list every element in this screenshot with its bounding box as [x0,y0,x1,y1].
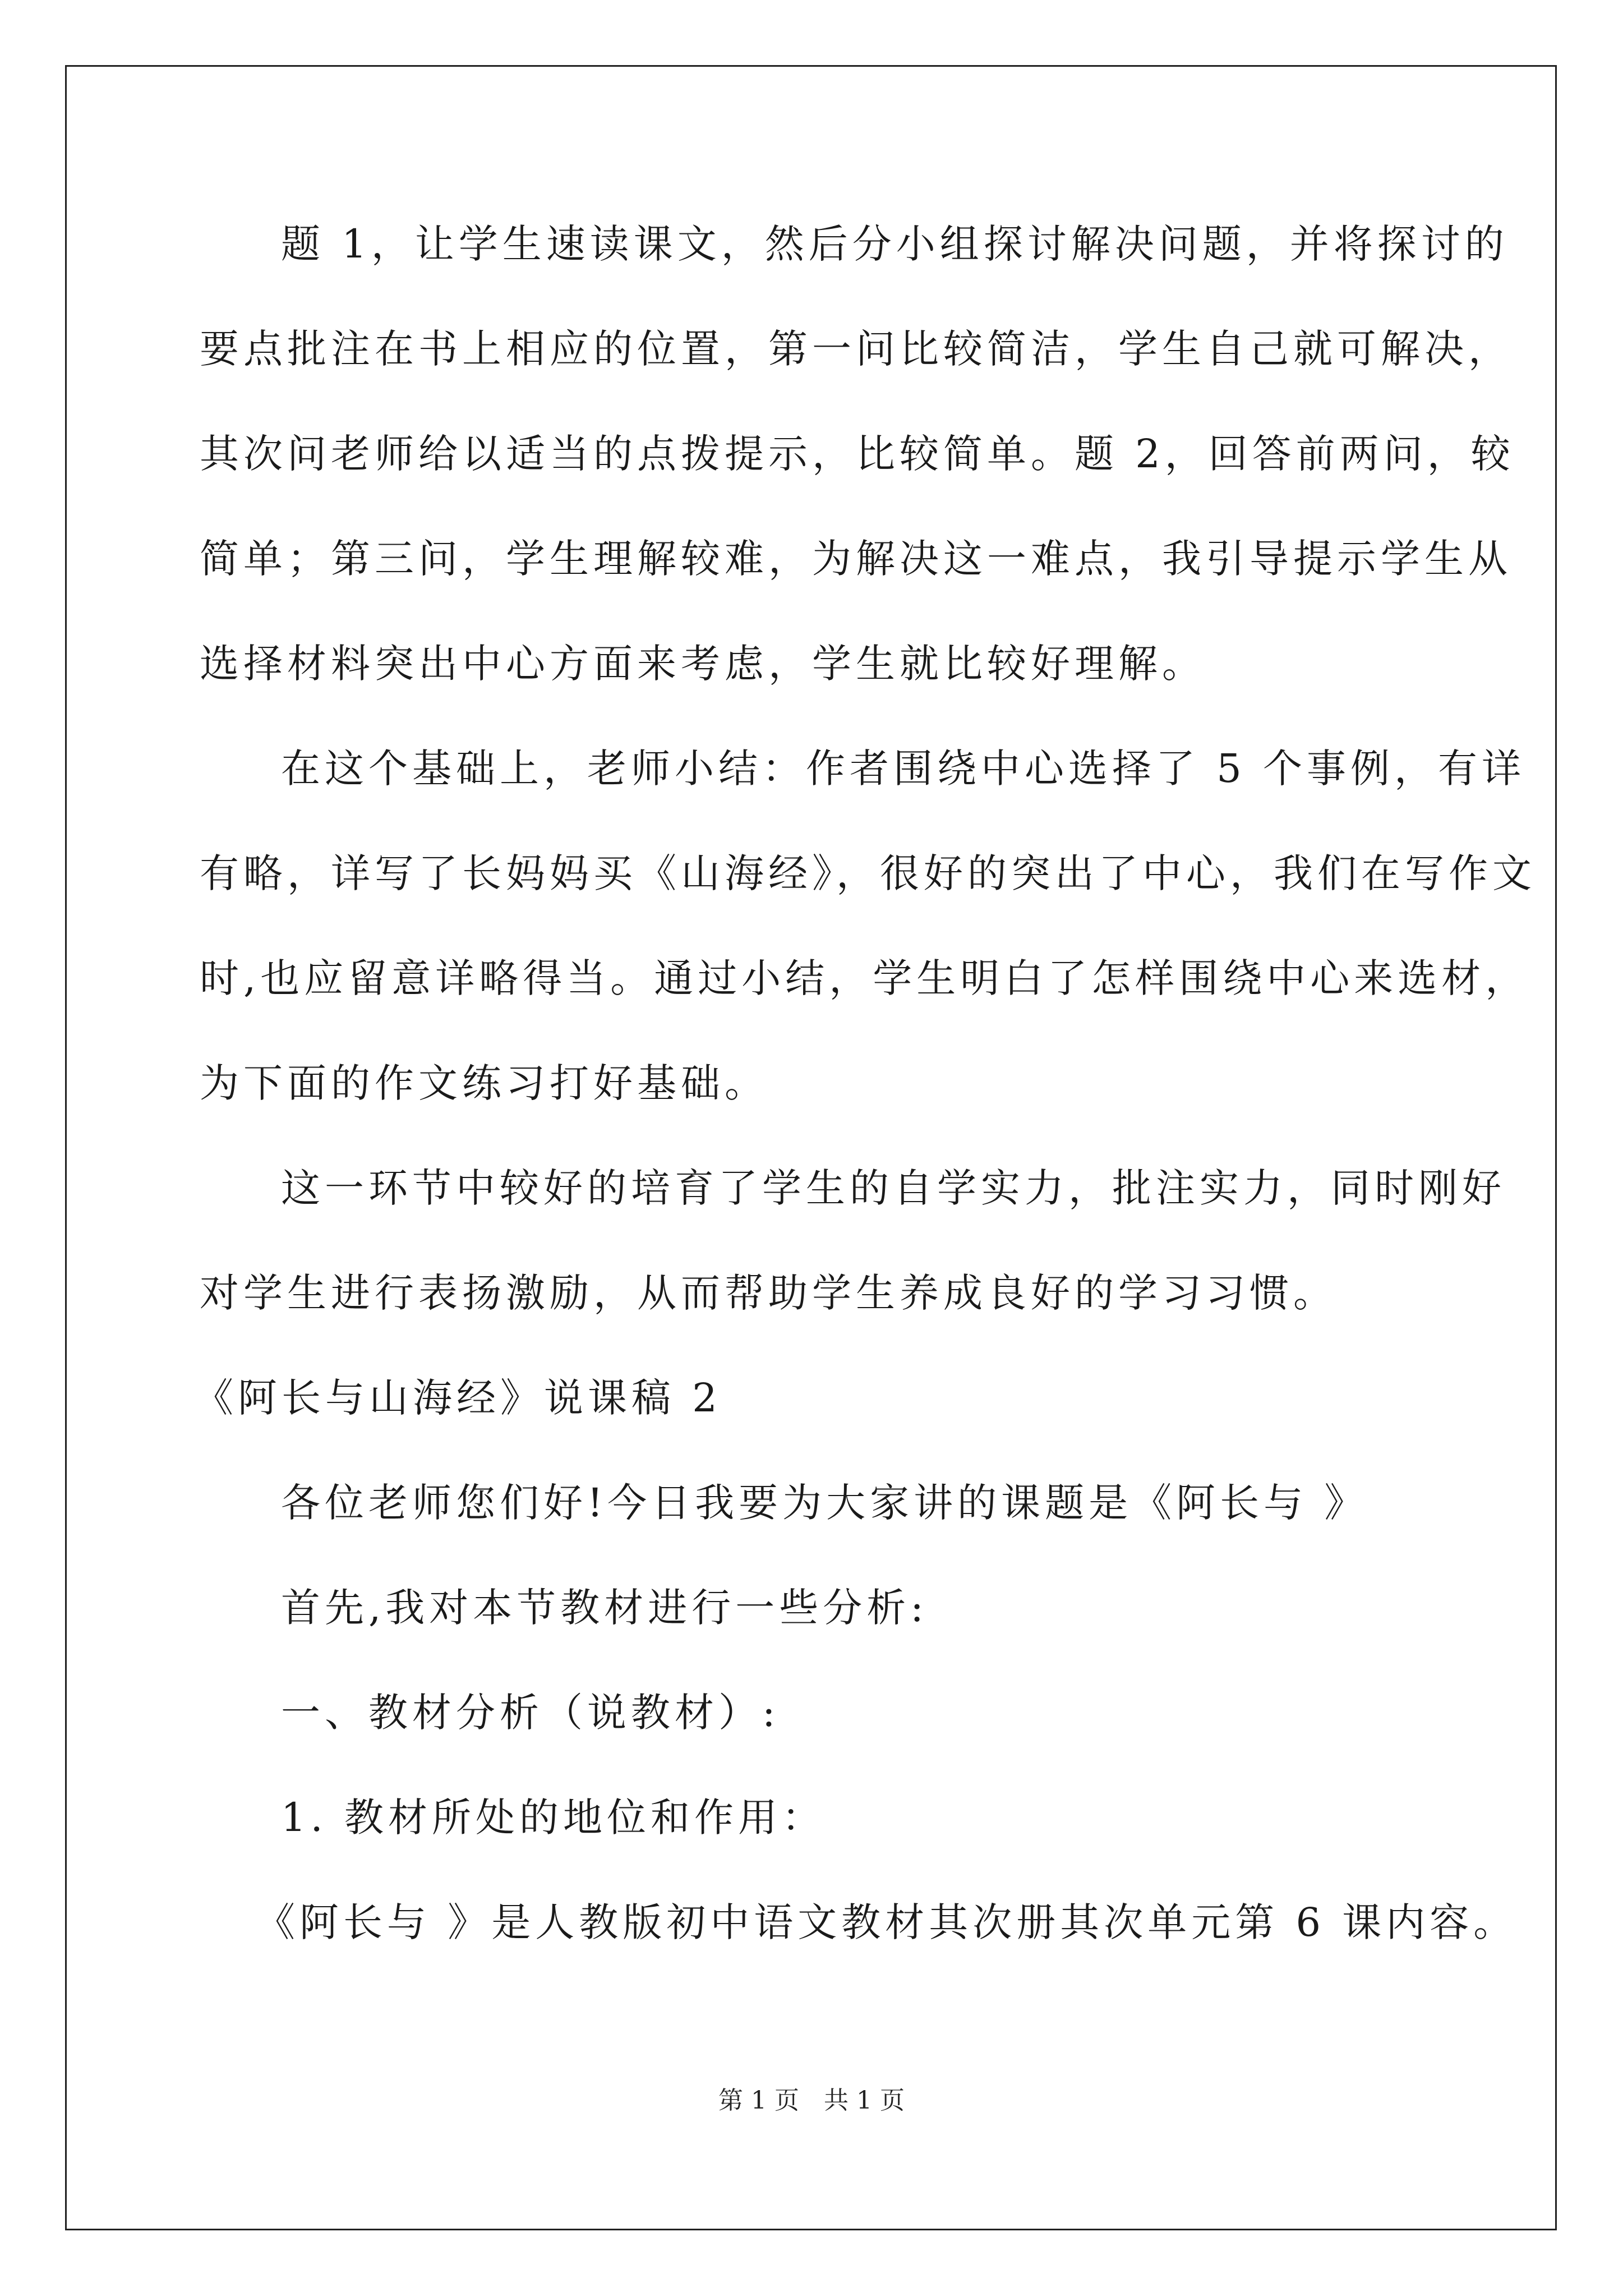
text-line-11: 对学生进行表扬激励，从而帮助学生养成良好的学习习惯。 [200,1270,1337,1316]
text-line-9: 为下面的作文练习打好基础。 [200,1060,768,1106]
text-line-14: 首先,我对本节教材进行一些分析: [281,1585,928,1631]
section-heading: 《阿长与山海经》说课稿 2 [194,1375,722,1421]
page-current-label: 第 1 页 [718,2086,799,2115]
text-line-7: 有略，详写了长妈妈买《山海经》，很好的突出了中心，我们在写作文 [200,850,1536,896]
text-line-3: 其次问老师给以适当的点拨提示，比较简单。题 2，回答前两问，较 [200,431,1515,477]
text-line-10: 这一环节中较好的培育了学生的自学实力，批注实力，同时刚好 [281,1165,1506,1211]
text-line-4: 简单；第三问，学生理解较难，为解决这一难点，我引导提示学生从 [200,536,1512,582]
text-line-8: 时,也应留意详略得当。通过小结，学生明白了怎样围绕中心来选材， [200,955,1529,1001]
text-line-16: 1. 教材所处的地位和作用： [281,1795,826,1841]
page-total-label: 共 1 页 [824,2086,905,2115]
text-line-2: 要点批注在书上相应的位置，第一问比较简洁，学生自己就可解决， [200,326,1512,372]
text-line-1: 题 1，让学生速读课文，然后分小组探讨解决问题，并将探讨的 [281,221,1509,267]
text-line-15: 一、教材分析（说教材）: [281,1690,780,1736]
text-line-6: 在这个基础上，老师小结：作者围绕中心选择了 5 个事例，有详 [281,746,1526,792]
text-line-13: 各位老师您们好!今日我要为大家讲的课题是《阿长与 》 [281,1480,1368,1526]
text-line-5: 选择材料突出中心方面来考虑，学生就比较好理解。 [200,641,1206,687]
text-line-17: 《阿长与 》是人教版初中语文教材其次册其次单元第 6 课内容。 [256,1899,1518,1945]
page-footer [0,2084,1623,2118]
